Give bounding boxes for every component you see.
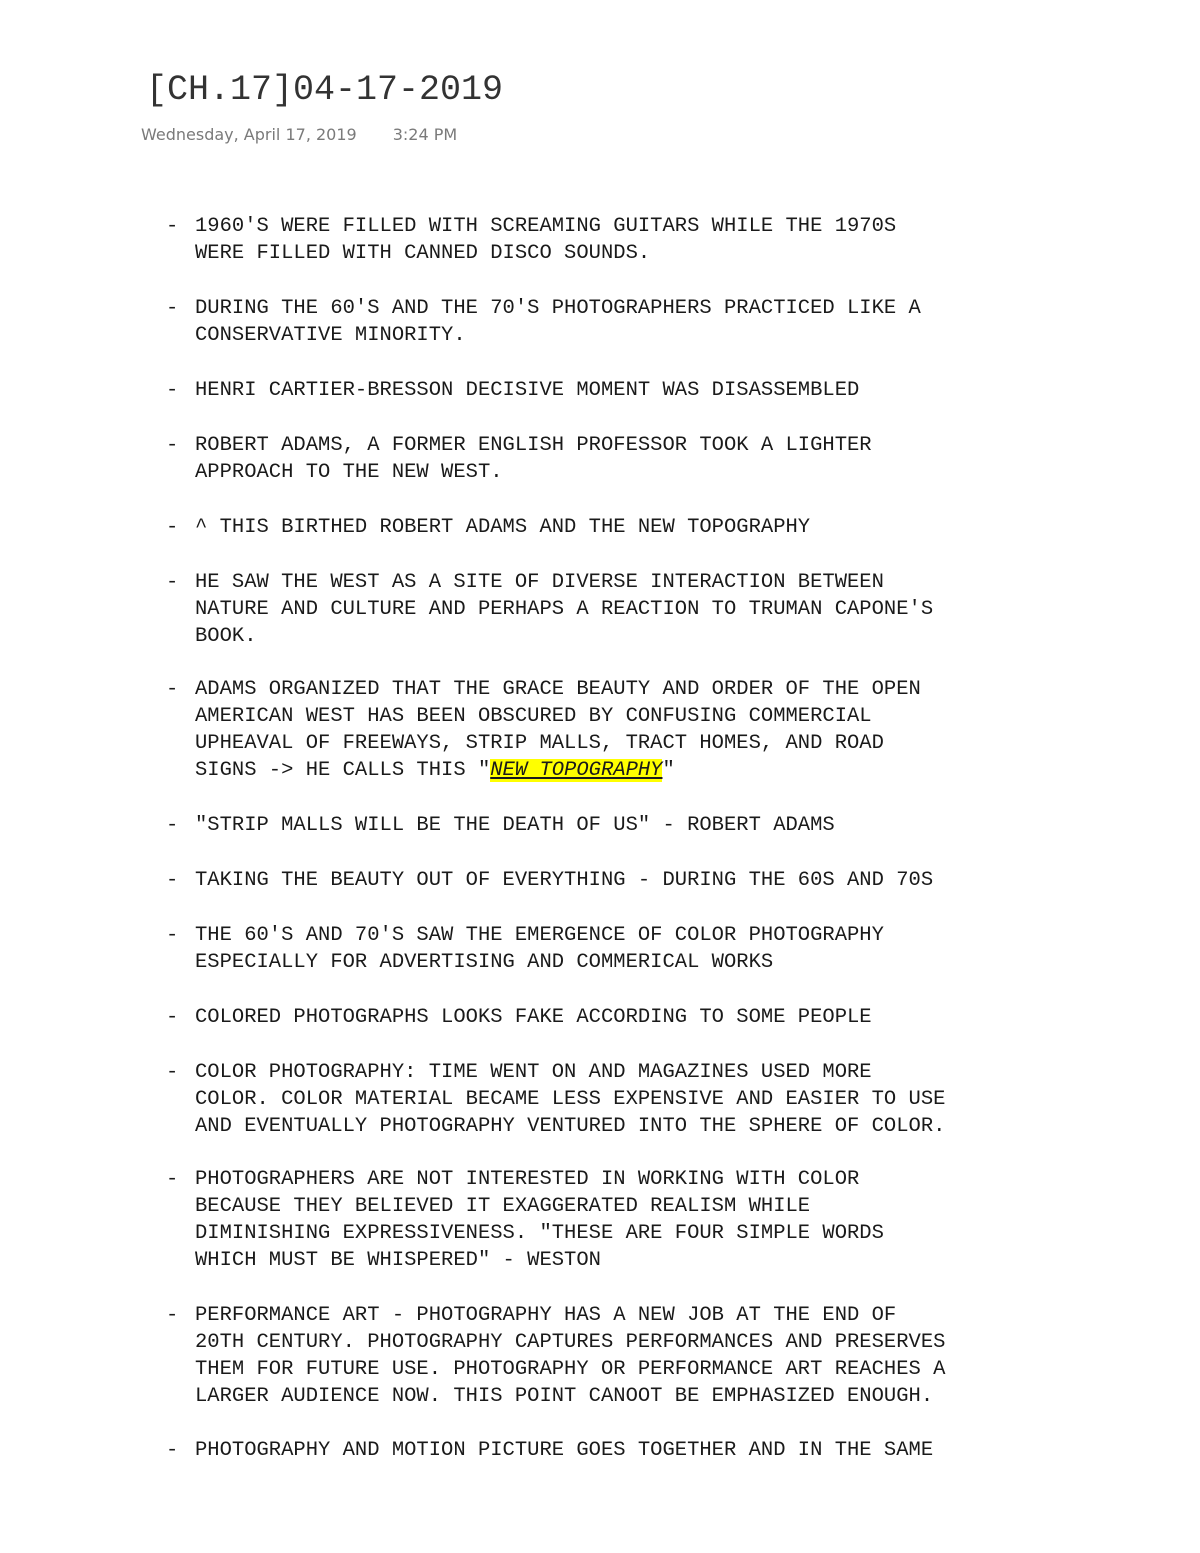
- bullet-dash: -: [166, 1061, 179, 1084]
- note-line: LARGER AUDIENCE NOW. THIS POINT CANOOT BE EMPHASIZED ENOUGH.: [195, 1385, 934, 1408]
- note-line: COLORED PHOTOGRAPHS LOOKS FAKE ACCORDING TO SOME PEOPLE: [195, 1006, 872, 1029]
- note-text: [195, 1302, 1095, 1410]
- note-line: ADAMS ORGANIZED THAT THE GRACE BEAUTY AND ORDER OF THE OPEN: [195, 678, 921, 701]
- note-line: 1960'S WERE FILLED WITH SCREAMING GUITARS WHILE THE 1970S: [195, 215, 897, 238]
- page-time: 3:24 PM: [392, 125, 458, 144]
- note-line: BOOK.: [195, 625, 257, 648]
- note-line: PERFORMANCE ART - PHOTOGRAPHY HAS A NEW JOB AT THE END OF: [195, 1304, 897, 1327]
- note-line: DIMINISHING EXPRESSIVENESS. "THESE ARE FOUR SIMPLE WORDS: [195, 1222, 884, 1245]
- bullet-dash: -: [166, 869, 179, 892]
- note-line: 20TH CENTURY. PHOTOGRAPHY CAPTURES PERFORMANCES AND PRESERVES: [195, 1331, 946, 1354]
- note-line: TAKING THE BEAUTY OUT OF EVERYTHING - DURING THE 60S AND 70S: [195, 869, 934, 892]
- note-text: [195, 867, 1095, 894]
- note-line: BECAUSE THEY BELIEVED IT EXAGGERATED REALISM WHILE: [195, 1195, 811, 1218]
- note-line: COLOR PHOTOGRAPHY: TIME WENT ON AND MAGAZINES USED MORE: [195, 1061, 872, 1084]
- bullet-dash: -: [166, 1006, 179, 1029]
- bullet-dash: -: [166, 215, 179, 238]
- note-line: THEM FOR FUTURE USE. PHOTOGRAPHY OR PERFORMANCE ART REACHES A: [195, 1358, 946, 1381]
- note-text: [195, 1004, 1095, 1031]
- highlight-suffix: ": [662, 759, 675, 782]
- note-line: THE 60'S AND 70'S SAW THE EMERGENCE OF COLOR PHOTOGRAPHY: [195, 924, 884, 947]
- note-text: [195, 432, 1095, 486]
- note-text: [195, 922, 1095, 976]
- page-date: Wednesday, April 17, 2019: [141, 125, 357, 144]
- note-text: [195, 213, 1095, 267]
- highlighted-term: NEW TOPOGRAPHY: [490, 759, 663, 782]
- note-text: [195, 812, 1095, 839]
- bullet-dash: -: [166, 1439, 179, 1462]
- note-line: "STRIP MALLS WILL BE THE DEATH OF US" - ROBERT ADAMS: [195, 814, 835, 837]
- page-datetime: [141, 125, 457, 144]
- page-title: [CH.17]04-17-2019: [146, 70, 504, 110]
- note-line: NATURE AND CULTURE AND PERHAPS A REACTION TO TRUMAN CAPONE'S: [195, 598, 934, 621]
- bullet-dash: -: [166, 516, 179, 539]
- note-text: [195, 295, 1095, 349]
- bullet-dash: -: [166, 924, 179, 947]
- note-line: WERE FILLED WITH CANNED DISCO SOUNDS.: [195, 242, 651, 265]
- bullet-dash: -: [166, 1304, 179, 1327]
- note-line: APPROACH TO THE NEW WEST.: [195, 461, 503, 484]
- note-line: HENRI CARTIER-BRESSON DECISIVE MOMENT WAS DISASSEMBLED: [195, 379, 860, 402]
- note-text: [195, 1166, 1095, 1274]
- note-line: HE SAW THE WEST AS A SITE OF DIVERSE INTERACTION BETWEEN: [195, 571, 884, 594]
- note-line: ROBERT ADAMS, A FORMER ENGLISH PROFESSOR TOOK A LIGHTER: [195, 434, 872, 457]
- note-line: PHOTOGRAPHY AND MOTION PICTURE GOES TOGETHER AND IN THE SAME: [195, 1439, 934, 1462]
- note-text: [195, 1437, 1095, 1464]
- note-line: WHICH MUST BE WHISPERED" - WESTON: [195, 1249, 601, 1272]
- note-line: COLOR. COLOR MATERIAL BECAME LESS EXPENSIVE AND EASIER TO USE: [195, 1088, 946, 1111]
- note-text: [195, 377, 1095, 404]
- bullet-dash: -: [166, 434, 179, 457]
- note-text: [195, 569, 1095, 650]
- note-line: AND EVENTUALLY PHOTOGRAPHY VENTURED INTO THE SPHERE OF COLOR.: [195, 1115, 946, 1138]
- bullet-dash: -: [166, 297, 179, 320]
- note-line: CONSERVATIVE MINORITY.: [195, 324, 466, 347]
- bullet-dash: -: [166, 1168, 179, 1191]
- note-line: ^ THIS BIRTHED ROBERT ADAMS AND THE NEW TOPOGRAPHY: [195, 516, 811, 539]
- note-text: [195, 1059, 1095, 1140]
- highlight-prefix: SIGNS -> HE CALLS THIS ": [195, 759, 491, 782]
- bullet-dash: -: [166, 571, 179, 594]
- bullet-dash: -: [166, 379, 179, 402]
- note-text: [195, 676, 1095, 784]
- note-line: UPHEAVAL OF FREEWAYS, STRIP MALLS, TRACT HOMES, AND ROAD: [195, 732, 884, 755]
- note-line: ESPECIALLY FOR ADVERTISING AND COMMERICAL WORKS: [195, 951, 774, 974]
- note-line: [195, 757, 1095, 784]
- bullet-dash: -: [166, 814, 179, 837]
- bullet-dash: -: [166, 678, 179, 701]
- note-line: DURING THE 60'S AND THE 70'S PHOTOGRAPHERS PRACTICED LIKE A: [195, 297, 921, 320]
- note-text: [195, 514, 1095, 541]
- note-line: PHOTOGRAPHERS ARE NOT INTERESTED IN WORKING WITH COLOR: [195, 1168, 860, 1191]
- note-line: AMERICAN WEST HAS BEEN OBSCURED BY CONFUSING COMMERCIAL: [195, 705, 872, 728]
